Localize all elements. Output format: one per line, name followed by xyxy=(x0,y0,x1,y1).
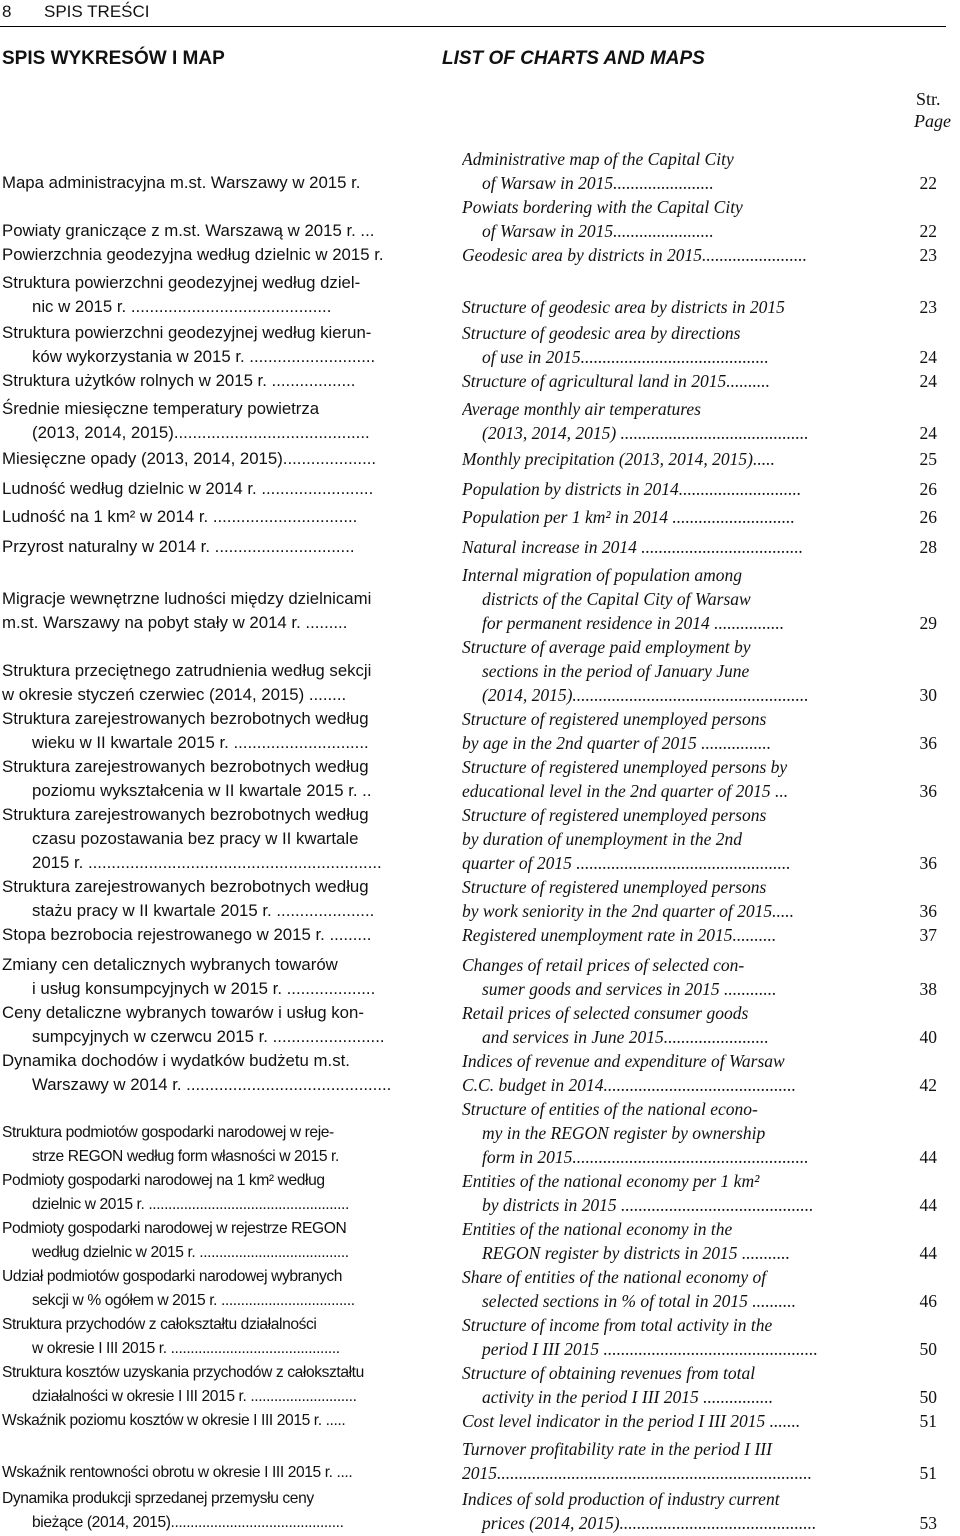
entry-line: Mapa administracyjna m.st. Warszawy w 2015 r. xyxy=(2,173,361,192)
entry-line: REGON register by districts in 2015 ........... xyxy=(482,1243,791,1263)
entry-line: Population by districts in 2014............................ xyxy=(462,479,802,499)
entry-line: Changes of retail prices of selected con- xyxy=(462,955,745,975)
entry-line: Entities of the national economy in the xyxy=(462,1219,733,1239)
entry-line: Struktura powierzchni geodezyjnej według dziel- xyxy=(2,273,361,292)
entry-line: poziomu wykształcenia w II kwartale 2015 r. .. xyxy=(32,781,372,800)
entry-line: Internal migration of population among xyxy=(462,565,742,585)
entry-title-polish xyxy=(2,535,422,559)
entry-line: Struktura zarejestrowanych bezrobotnych według xyxy=(2,877,369,896)
entry-title-polish xyxy=(2,755,422,803)
entry-line: Dynamika dochodów i wydatków budżetu m.st. xyxy=(2,1051,350,1070)
entry-line: Podmioty gospodarki narodowej w rejestrze REGON xyxy=(2,1220,347,1237)
entry-page-number: 53 xyxy=(919,1513,937,1533)
entry-title-english xyxy=(462,803,847,875)
entry-line: Stopa bezrobocia rejestrowanego w 2015 r. ......... xyxy=(2,925,372,944)
entry-line: Structure of registered unemployed persons by xyxy=(462,757,788,777)
entry-page-number: 40 xyxy=(919,1027,937,1047)
entry-line: ków wykorzystania w 2015 r. ........................... xyxy=(32,347,376,366)
entry-line: w okresie styczeń czerwiec (2014, 2015) ........ xyxy=(2,685,347,704)
entry-line: Average monthly air temperatures xyxy=(462,399,701,419)
entry-line xyxy=(462,271,847,295)
entry-page-number: 36 xyxy=(919,853,937,873)
entry-title-english xyxy=(462,707,847,755)
entry-title-english xyxy=(462,1169,847,1217)
entry-line: Powiats bordering with the Capital City xyxy=(462,197,743,217)
entry-line: selected sections in % of total in 2015 .......... xyxy=(482,1291,796,1311)
entry-title-english xyxy=(462,397,847,445)
entry-title-polish xyxy=(2,1313,422,1361)
list-title-english: LIST OF CHARTS AND MAPS xyxy=(442,48,705,69)
entry-line: Struktura podmiotów gospodarki narodowej w reje- xyxy=(2,1124,334,1141)
entry-title-polish xyxy=(2,707,422,755)
entry-line: Indices of revenue and expenditure of Warsaw xyxy=(462,1051,785,1071)
entry-page-number: 51 xyxy=(919,1411,937,1431)
header-rule xyxy=(0,26,946,27)
entry-line: prices (2014, 2015)............................................. xyxy=(482,1513,817,1533)
entry-title-polish xyxy=(2,1361,422,1409)
entry-line: Structure of registered unemployed persons xyxy=(462,877,767,897)
entry-line: 2015 r. ............................................................... xyxy=(32,853,382,872)
entry-line: Warszawy w 2014 r. ............................................ xyxy=(32,1075,392,1094)
entry-page-number: 42 xyxy=(919,1075,937,1095)
entry-line xyxy=(2,1097,422,1121)
entry-line: Struktura użytków rolnych w 2015 r. .................. xyxy=(2,371,356,390)
entry-line: for permanent residence in 2014 ................ xyxy=(482,613,785,633)
entry-line: Wskaźnik rentowności obrotu w okresie I III 2015 r. .... xyxy=(2,1464,353,1481)
entry-line: quarter of 2015 ................................................. xyxy=(462,853,791,873)
entry-line: Structure of geodesic area by directions xyxy=(462,323,741,343)
entry-line: Struktura zarejestrowanych bezrobotnych według xyxy=(2,709,369,728)
entry-line: period I III 2015 ................................................. xyxy=(482,1339,818,1359)
entry-line: Entities of the national economy per 1 km² xyxy=(462,1171,760,1191)
entry-title-polish xyxy=(2,563,422,635)
entry-title-polish xyxy=(2,477,422,501)
entry-page-number: 36 xyxy=(919,901,937,921)
entry-line: Zmiany cen detalicznych wybranych towarów xyxy=(2,955,338,974)
entry-title-polish xyxy=(2,635,422,707)
entry-line: sumer goods and services in 2015 ............ xyxy=(482,979,777,999)
entry-page-number: 37 xyxy=(919,925,937,945)
entry-line: Registered unemployment rate in 2015.......... xyxy=(462,925,777,945)
entry-line: (2013, 2014, 2015).......................................... xyxy=(32,423,370,442)
entry-line: Administrative map of the Capital City xyxy=(462,149,734,169)
entry-line: (2013, 2014, 2015) ........................................... xyxy=(482,423,809,443)
entry-line: educational level in the 2nd quarter of 2015 ... xyxy=(462,781,789,801)
entry-line xyxy=(2,635,422,659)
entry-page-number: 29 xyxy=(919,613,937,633)
entry-title-english xyxy=(462,271,847,319)
entry-line: strze REGON według form własności w 2015 r. xyxy=(32,1148,339,1165)
entry-line: districts of the Capital City of Warsaw xyxy=(482,589,751,609)
entry-title-polish xyxy=(2,1487,422,1535)
entry-title-english xyxy=(462,505,847,529)
entry-line: czasu pozostawania bez pracy w II kwartale xyxy=(32,829,359,848)
entry-page-number: 22 xyxy=(919,221,937,241)
entry-page-number: 26 xyxy=(919,479,937,499)
entry-line: Średnie miesięczne temperatury powietrza xyxy=(2,399,320,418)
entry-line: i usług konsumpcyjnych w 2015 r. ................... xyxy=(32,979,376,998)
entry-title-polish xyxy=(2,1097,422,1169)
entry-title-polish xyxy=(2,243,422,267)
entry-line: m.st. Warszawy na pobyt stały w 2014 r. ......... xyxy=(2,613,348,632)
entry-title-english xyxy=(462,1097,847,1169)
entry-line: Ludność według dzielnic w 2014 r. ........................ xyxy=(2,479,374,498)
entry-line: Podmioty gospodarki narodowej na 1 km² według xyxy=(2,1172,325,1189)
entry-line: (2014, 2015)...................................................... xyxy=(482,685,809,705)
entry-title-polish xyxy=(2,505,422,529)
entry-title-polish xyxy=(2,1265,422,1313)
entry-page-number: 24 xyxy=(919,423,937,443)
entry-line: by age in the 2nd quarter of 2015 ................ xyxy=(462,733,772,753)
entry-line: Ludność na 1 km² w 2014 r. ............................... xyxy=(2,507,358,526)
entry-line: stażu pracy w II kwartale 2015 r. ..................... xyxy=(32,901,375,920)
entry-title-english xyxy=(462,1409,847,1433)
entry-title-polish xyxy=(2,1409,422,1433)
entry-line: and services in June 2015........................ xyxy=(482,1027,769,1047)
entry-title-english xyxy=(462,1265,847,1313)
entry-line: Struktura przychodów z całokształtu działalności xyxy=(2,1316,317,1333)
entry-title-polish xyxy=(2,1437,422,1485)
entry-line: Structure of income from total activity in the xyxy=(462,1315,773,1335)
entry-title-polish xyxy=(2,953,422,1001)
page-number: 8 xyxy=(2,2,12,21)
entry-line: w okresie I III 2015 r. ........................................... xyxy=(32,1340,340,1357)
entry-line: Przyrost naturalny w 2014 r. .............................. xyxy=(2,537,355,556)
entry-title-polish xyxy=(2,1169,422,1217)
entry-line: Structure of obtaining revenues from total xyxy=(462,1363,756,1383)
entry-page-number: 38 xyxy=(919,979,937,999)
entry-line: C.C. budget in 2014............................................ xyxy=(462,1075,796,1095)
entry-title-polish xyxy=(2,321,422,369)
page-column-label-english: Page xyxy=(914,111,951,131)
entry-page-number: 46 xyxy=(919,1291,937,1311)
entry-title-polish xyxy=(2,447,422,471)
entry-line xyxy=(2,1437,422,1461)
entry-line: Powierzchnia geodezyjna według dzielnic w 2015 r. xyxy=(2,245,384,264)
entry-line: Udział podmiotów gospodarki narodowej wybranych xyxy=(2,1268,343,1285)
entry-line: Structure of geodesic area by districts in 2015 xyxy=(462,297,785,317)
entry-line: sections in the period of January June xyxy=(482,661,750,681)
entry-title-english xyxy=(462,953,847,1001)
entry-title-english xyxy=(462,1437,847,1485)
entry-title-english xyxy=(462,875,847,923)
entry-line: Geodesic area by districts in 2015........................ xyxy=(462,245,807,265)
entry-line: by work seniority in the 2nd quarter of 2015..... xyxy=(462,901,794,921)
entry-title-english xyxy=(462,1217,847,1265)
entry-line: Migracje wewnętrzne ludności między dzielnicami xyxy=(2,589,372,608)
entry-title-polish xyxy=(2,397,422,445)
entry-line: Cost level indicator in the period I III 2015 ....... xyxy=(462,1411,801,1431)
entry-line: Turnover profitability rate in the period I III xyxy=(462,1439,772,1459)
entry-line: Miesięczne opady (2013, 2014, 2015).................... xyxy=(2,449,377,468)
entry-title-polish xyxy=(2,369,422,393)
entry-line: Struktura przeciętnego zatrudnienia według sekcji xyxy=(2,661,372,680)
entry-line: of use in 2015........................................... xyxy=(482,347,769,367)
entry-title-polish xyxy=(2,147,422,195)
entry-line: Indices of sold production of industry current xyxy=(462,1489,780,1509)
entry-line: działalności w okresie I III 2015 r. ........................... xyxy=(32,1388,357,1405)
entry-title-polish xyxy=(2,1049,422,1097)
entry-page-number: 23 xyxy=(919,297,937,317)
entry-page-number: 26 xyxy=(919,507,937,527)
entry-line: Powiaty graniczące z m.st. Warszawą w 2015 r. ... xyxy=(2,221,375,240)
entry-page-number: 44 xyxy=(919,1147,937,1167)
entry-line: by duration of unemployment in the 2nd xyxy=(462,829,742,849)
entry-page-number: 24 xyxy=(919,347,937,367)
list-title-polish: SPIS WYKRESÓW I MAP xyxy=(2,48,225,69)
entry-title-english xyxy=(462,369,847,393)
entry-line: bieżące (2014, 2015)............................................ xyxy=(32,1514,344,1531)
entry-line: Retail prices of selected consumer goods xyxy=(462,1003,749,1023)
entry-page-number: 23 xyxy=(919,245,937,265)
entry-line: według dzielnic w 2015 r. ...................................... xyxy=(32,1244,349,1261)
entry-title-polish xyxy=(2,923,422,947)
entry-title-english xyxy=(462,563,847,635)
entry-line: Struktura zarejestrowanych bezrobotnych według xyxy=(2,805,369,824)
entry-title-english xyxy=(462,447,847,471)
entry-title-english xyxy=(462,1487,847,1535)
entry-line xyxy=(2,147,422,171)
entry-line: Population per 1 km² in 2014 ............................ xyxy=(462,507,795,527)
entry-title-polish xyxy=(2,1001,422,1049)
entry-page-number: 44 xyxy=(919,1243,937,1263)
entry-line: nic w 2015 r. ........................................... xyxy=(32,297,332,316)
entry-title-polish xyxy=(2,271,422,319)
entry-page-number: 44 xyxy=(919,1195,937,1215)
entry-line: of Warsaw in 2015....................... xyxy=(482,173,714,193)
entry-line: Dynamika produkcji sprzedanej przemysłu ceny xyxy=(2,1490,314,1507)
entry-line: by districts in 2015 ............................................ xyxy=(482,1195,814,1215)
entry-page-number: 22 xyxy=(919,173,937,193)
entry-line: Struktura powierzchni geodezyjnej według kierun- xyxy=(2,323,372,342)
entry-line: Wskaźnik poziomu kosztów w okresie I III 2015 r. ..... xyxy=(2,1412,346,1429)
entry-title-english xyxy=(462,243,847,267)
entry-line: form in 2015...................................................... xyxy=(482,1147,809,1167)
entry-line: Struktura zarejestrowanych bezrobotnych według xyxy=(2,757,369,776)
entry-title-polish xyxy=(2,875,422,923)
entry-title-english xyxy=(462,1361,847,1409)
entry-line: Structure of registered unemployed persons xyxy=(462,805,767,825)
entry-line: activity in the period I III 2015 ................ xyxy=(482,1387,774,1407)
entry-title-english xyxy=(462,477,847,501)
entry-line: dzielnic w 2015 r. ................................................... xyxy=(32,1196,349,1213)
entry-title-english xyxy=(462,755,847,803)
entry-line: Ceny detaliczne wybranych towarów i usług kon- xyxy=(2,1003,364,1022)
entry-page-number: 36 xyxy=(919,733,937,753)
entry-title-english xyxy=(462,195,847,243)
entry-page-number: 28 xyxy=(919,537,937,557)
entry-line: 2015........................................................................ xyxy=(462,1463,812,1483)
entry-page-number: 36 xyxy=(919,781,937,801)
entry-line xyxy=(2,195,422,219)
entry-line: of Warsaw in 2015....................... xyxy=(482,221,714,241)
entry-line: Monthly precipitation (2013, 2014, 2015)..... xyxy=(462,449,775,469)
entry-page-number: 50 xyxy=(919,1339,937,1359)
entry-title-polish xyxy=(2,195,422,243)
entry-title-english xyxy=(462,147,847,195)
entry-line: Struktura kosztów uzyskania przychodów z całokształtu xyxy=(2,1364,364,1381)
entry-line: Share of entities of the national economy of xyxy=(462,1267,767,1287)
entry-title-polish xyxy=(2,1217,422,1265)
entry-page-number: 24 xyxy=(919,371,937,391)
entry-page-number: 50 xyxy=(919,1387,937,1407)
entry-page-number: 25 xyxy=(919,449,937,469)
entry-line: sekcji w % ogółem w 2015 r. .................................. xyxy=(32,1292,355,1309)
entry-title-english xyxy=(462,635,847,707)
entry-line: sumpcyjnych w czerwcu 2015 r. ........................ xyxy=(32,1027,385,1046)
entry-page-number: 30 xyxy=(919,685,937,705)
entry-line: my in the REGON register by ownership xyxy=(482,1123,766,1143)
entry-line: Structure of average paid employment by xyxy=(462,637,751,657)
entry-line: wieku w II kwartale 2015 r. ............................. xyxy=(32,733,369,752)
entry-line xyxy=(2,563,422,587)
section-title: SPIS TREŚCI xyxy=(44,2,150,21)
entry-line: Structure of agricultural land in 2015.......... xyxy=(462,371,771,391)
entry-line: Structure of registered unemployed persons xyxy=(462,709,767,729)
entry-line: Natural increase in 2014 ..................................... xyxy=(462,537,804,557)
entry-title-polish xyxy=(2,803,422,875)
entry-title-english xyxy=(462,321,847,369)
entry-line: Structure of entities of the national econo- xyxy=(462,1099,758,1119)
entry-title-english xyxy=(462,1313,847,1361)
entry-title-english xyxy=(462,923,847,947)
entry-title-english xyxy=(462,1049,847,1097)
entry-page-number: 51 xyxy=(919,1463,937,1483)
entry-title-english xyxy=(462,535,847,559)
entry-title-english xyxy=(462,1001,847,1049)
page-column-label-polish: Str. xyxy=(916,89,941,109)
